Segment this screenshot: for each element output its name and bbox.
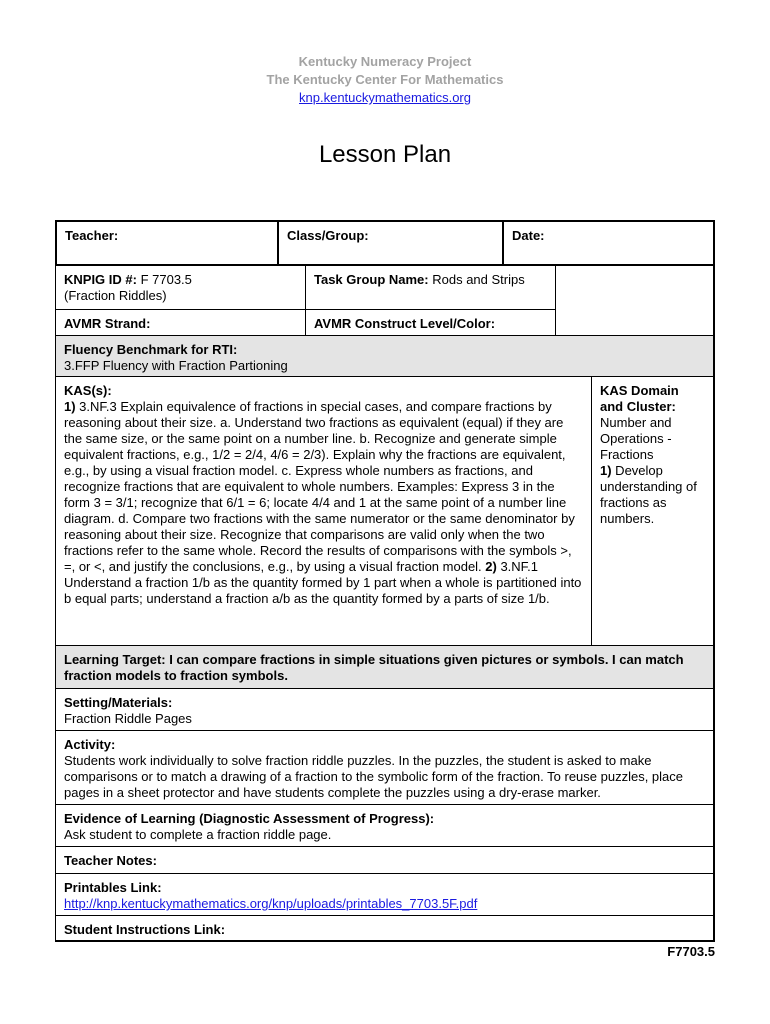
printables-label: Printables Link: xyxy=(64,880,162,895)
student-instructions-cell xyxy=(55,915,715,942)
printables-cell xyxy=(55,873,715,916)
activity-value: Students work individually to solve fraction riddle puzzles. In the puzzles, the student is asked to make comparisons or to match a drawing of a fraction to the symbolic form of the fraction. To reuse puzzles, place pages in a sheet protector and have students complete the puzzles using a dry-erase marker. xyxy=(64,753,683,800)
task-group-label: Task Group Name: xyxy=(314,272,429,287)
avmr-construct-cell xyxy=(305,309,556,336)
kas-text-1: 3.NF.3 Explain equivalence of fractions in special cases, and compare fractions by reasoning about their size. a. Understand two fractions as equivalent (equal) if they are the same size, or the same point on a number line. b. Recognize and generate simple equivalent fractions, e.g., 1/2 = 2/4, 4/6 = 2/3). Explain why the fractions are equivalent, e.g., by using a visual fraction model. c. Express whole numbers as fractions, and recognize fractions that are equivalent to whole numbers. Examples: Express 3 in the form 3 = 3/1; recognize that 6/1 = 6; locate 4/4 and 1 at the same point of a number line diagram. d. Compare two fractions with the same numerator or the same denominator by reasoning about their size. Recognize that comparisons are valid only when the two fractions refer to the same whole. Record the results of comparisons with the symbols >, =, or <, and justify the conclusions, e.g., by using a visual fraction model. xyxy=(64,399,575,574)
date-cell xyxy=(503,220,715,266)
setting-cell xyxy=(55,688,715,731)
teacher-label: Teacher: xyxy=(65,228,119,243)
kas-domain-cell xyxy=(591,376,715,646)
page-title: Lesson Plan xyxy=(318,141,452,168)
task-group-cell xyxy=(305,265,556,310)
fluency-cell xyxy=(55,335,715,377)
kas-cluster-value: Develop understanding of fractions as numbers. xyxy=(600,463,697,526)
setting-value: Fraction Riddle Pages xyxy=(64,711,192,726)
class-group-label: Class/Group: xyxy=(287,228,369,243)
class-group-cell xyxy=(278,220,504,266)
kas-domain-value: Number and Operations - Fractions xyxy=(600,415,672,462)
header-center-name: The Kentucky Center For Mathematics xyxy=(266,72,504,87)
kas-cluster-num: 1) xyxy=(600,463,612,478)
teacher-notes-cell xyxy=(55,846,715,874)
kas-text-2: 3.NF.1 Understand a fraction 1/b as the quantity formed by 1 part when a whole is partitioned into b equal parts; understand a fraction a/b as the quantity formed by a parts of size 1/b. xyxy=(64,559,582,606)
knpig-subtitle: (Fraction Riddles) xyxy=(64,288,167,303)
fluency-label: Fluency Benchmark for RTI: xyxy=(64,342,238,357)
kas-domain-label: KAS Domain and Cluster: xyxy=(600,383,679,414)
teacher-notes-label: Teacher Notes: xyxy=(64,853,157,868)
teacher-cell xyxy=(55,220,279,266)
avmr-strand-label: AVMR Strand: xyxy=(64,316,151,331)
fluency-value: 3.FFP Fluency with Fraction Partioning xyxy=(64,358,288,373)
printables-link[interactable]: http://knp.kentuckymathematics.org/knp/uploads/printables_7703.5F.pdf xyxy=(64,896,478,911)
footer-id: F7703.5 xyxy=(667,944,715,959)
avmr-construct-label: AVMR Construct Level/Color: xyxy=(314,316,496,331)
kas-num-2: 2) xyxy=(485,559,497,574)
knpig-cell xyxy=(55,265,306,310)
task-group-value: Rods and Strips xyxy=(428,272,525,287)
activity-cell xyxy=(55,730,715,805)
evidence-cell xyxy=(55,804,715,847)
evidence-label: Evidence of Learning (Diagnostic Assessment of Progress): xyxy=(64,811,435,826)
avmr-strand-cell xyxy=(55,309,306,336)
setting-label: Setting/Materials: xyxy=(64,695,173,710)
date-label: Date: xyxy=(512,228,545,243)
activity-label: Activity: xyxy=(64,737,116,752)
knpig-label: KNPIG ID #: xyxy=(64,272,137,287)
kas-num-1: 1) xyxy=(64,399,76,414)
kas-label: KAS(s): xyxy=(64,383,112,398)
student-instructions-label: Student Instructions Link: xyxy=(64,922,226,937)
evidence-value: Ask student to complete a fraction riddle page. xyxy=(64,827,332,842)
blank-cell xyxy=(555,265,715,336)
learning-target-text: Learning Target: I can compare fractions in simple situations given pictures or symbols. I can match fraction models to fraction symbols. xyxy=(64,652,684,683)
learning-target-cell xyxy=(55,645,715,689)
header-project-name: Kentucky Numeracy Project xyxy=(298,54,472,69)
header-url-link[interactable]: knp.kentuckymathematics.org xyxy=(299,90,471,105)
knpig-value: F 7703.5 xyxy=(136,272,192,287)
kas-cell xyxy=(55,376,592,646)
